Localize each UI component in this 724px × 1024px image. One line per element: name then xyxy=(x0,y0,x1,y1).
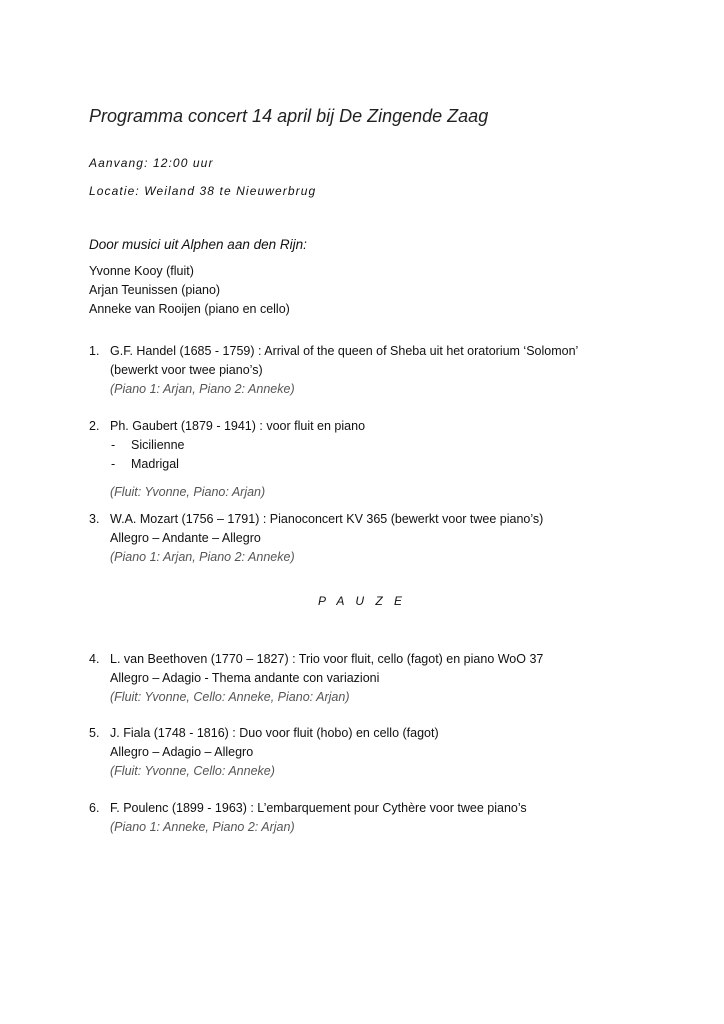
bullet-dash: - xyxy=(111,457,116,471)
item-line: Allegro – Adagio - Thema andante con variazioni xyxy=(110,671,380,685)
item-credit: (Piano 1: Arjan, Piano 2: Anneke) xyxy=(110,550,295,564)
performers-heading: Door musici uit Alphen aan den Rijn: xyxy=(89,237,307,252)
item-number: 3. xyxy=(89,512,100,526)
item-number: 5. xyxy=(89,726,100,740)
item-line: Allegro – Andante – Allegro xyxy=(110,531,261,545)
item-line: (bewerkt voor twee piano’s) xyxy=(110,363,263,377)
start-time: Aanvang: 12:00 uur xyxy=(89,156,214,170)
performer: Arjan Teunissen (piano) xyxy=(89,283,221,297)
item-credit: (Fluit: Yvonne, Piano: Arjan) xyxy=(110,485,266,499)
item-credit: (Fluit: Yvonne, Cello: Anneke, Piano: Arjan) xyxy=(110,690,350,704)
performer: Yvonne Kooy (fluit) xyxy=(89,264,194,278)
item-number: 2. xyxy=(89,419,100,433)
item-title: L. van Beethoven (1770 – 1827) : Trio voor fluit, cello (fagot) en piano WoO 37 xyxy=(110,652,544,666)
item-title: W.A. Mozart (1756 – 1791) : Pianoconcert KV 365 (bewerkt voor twee piano’s) xyxy=(110,512,544,526)
item-credit: (Fluit: Yvonne, Cello: Anneke) xyxy=(110,764,275,778)
item-number: 6. xyxy=(89,801,100,815)
performer: Anneke van Rooijen (piano en cello) xyxy=(89,302,290,316)
movement: Madrigal xyxy=(131,457,179,471)
pause-heading: P A U Z E xyxy=(317,594,406,608)
bullet-dash: - xyxy=(111,438,116,452)
movement: Sicilienne xyxy=(131,438,185,452)
item-title: J. Fiala (1748 - 1816) : Duo voor fluit (hobo) en cello (fagot) xyxy=(110,726,439,740)
item-number: 4. xyxy=(89,652,100,666)
item-title: G.F. Handel (1685 - 1759) : Arrival of the queen of Sheba uit het oratorium ‘Solomon’ xyxy=(110,344,579,358)
item-credit: (Piano 1: Anneke, Piano 2: Arjan) xyxy=(110,820,295,834)
item-line: Allegro – Adagio – Allegro xyxy=(110,745,254,759)
item-title: F. Poulenc (1899 - 1963) : L’embarquement pour Cythère voor twee piano’s xyxy=(110,801,527,815)
item-number: 1. xyxy=(89,344,100,358)
item-title: Ph. Gaubert (1879 - 1941) : voor fluit en piano xyxy=(110,419,366,433)
item-credit: (Piano 1: Arjan, Piano 2: Anneke) xyxy=(110,382,295,396)
location: Locatie: Weiland 38 te Nieuwerbrug xyxy=(89,184,317,198)
page-title: Programma concert 14 april bij De Zingende Zaag xyxy=(89,106,489,126)
